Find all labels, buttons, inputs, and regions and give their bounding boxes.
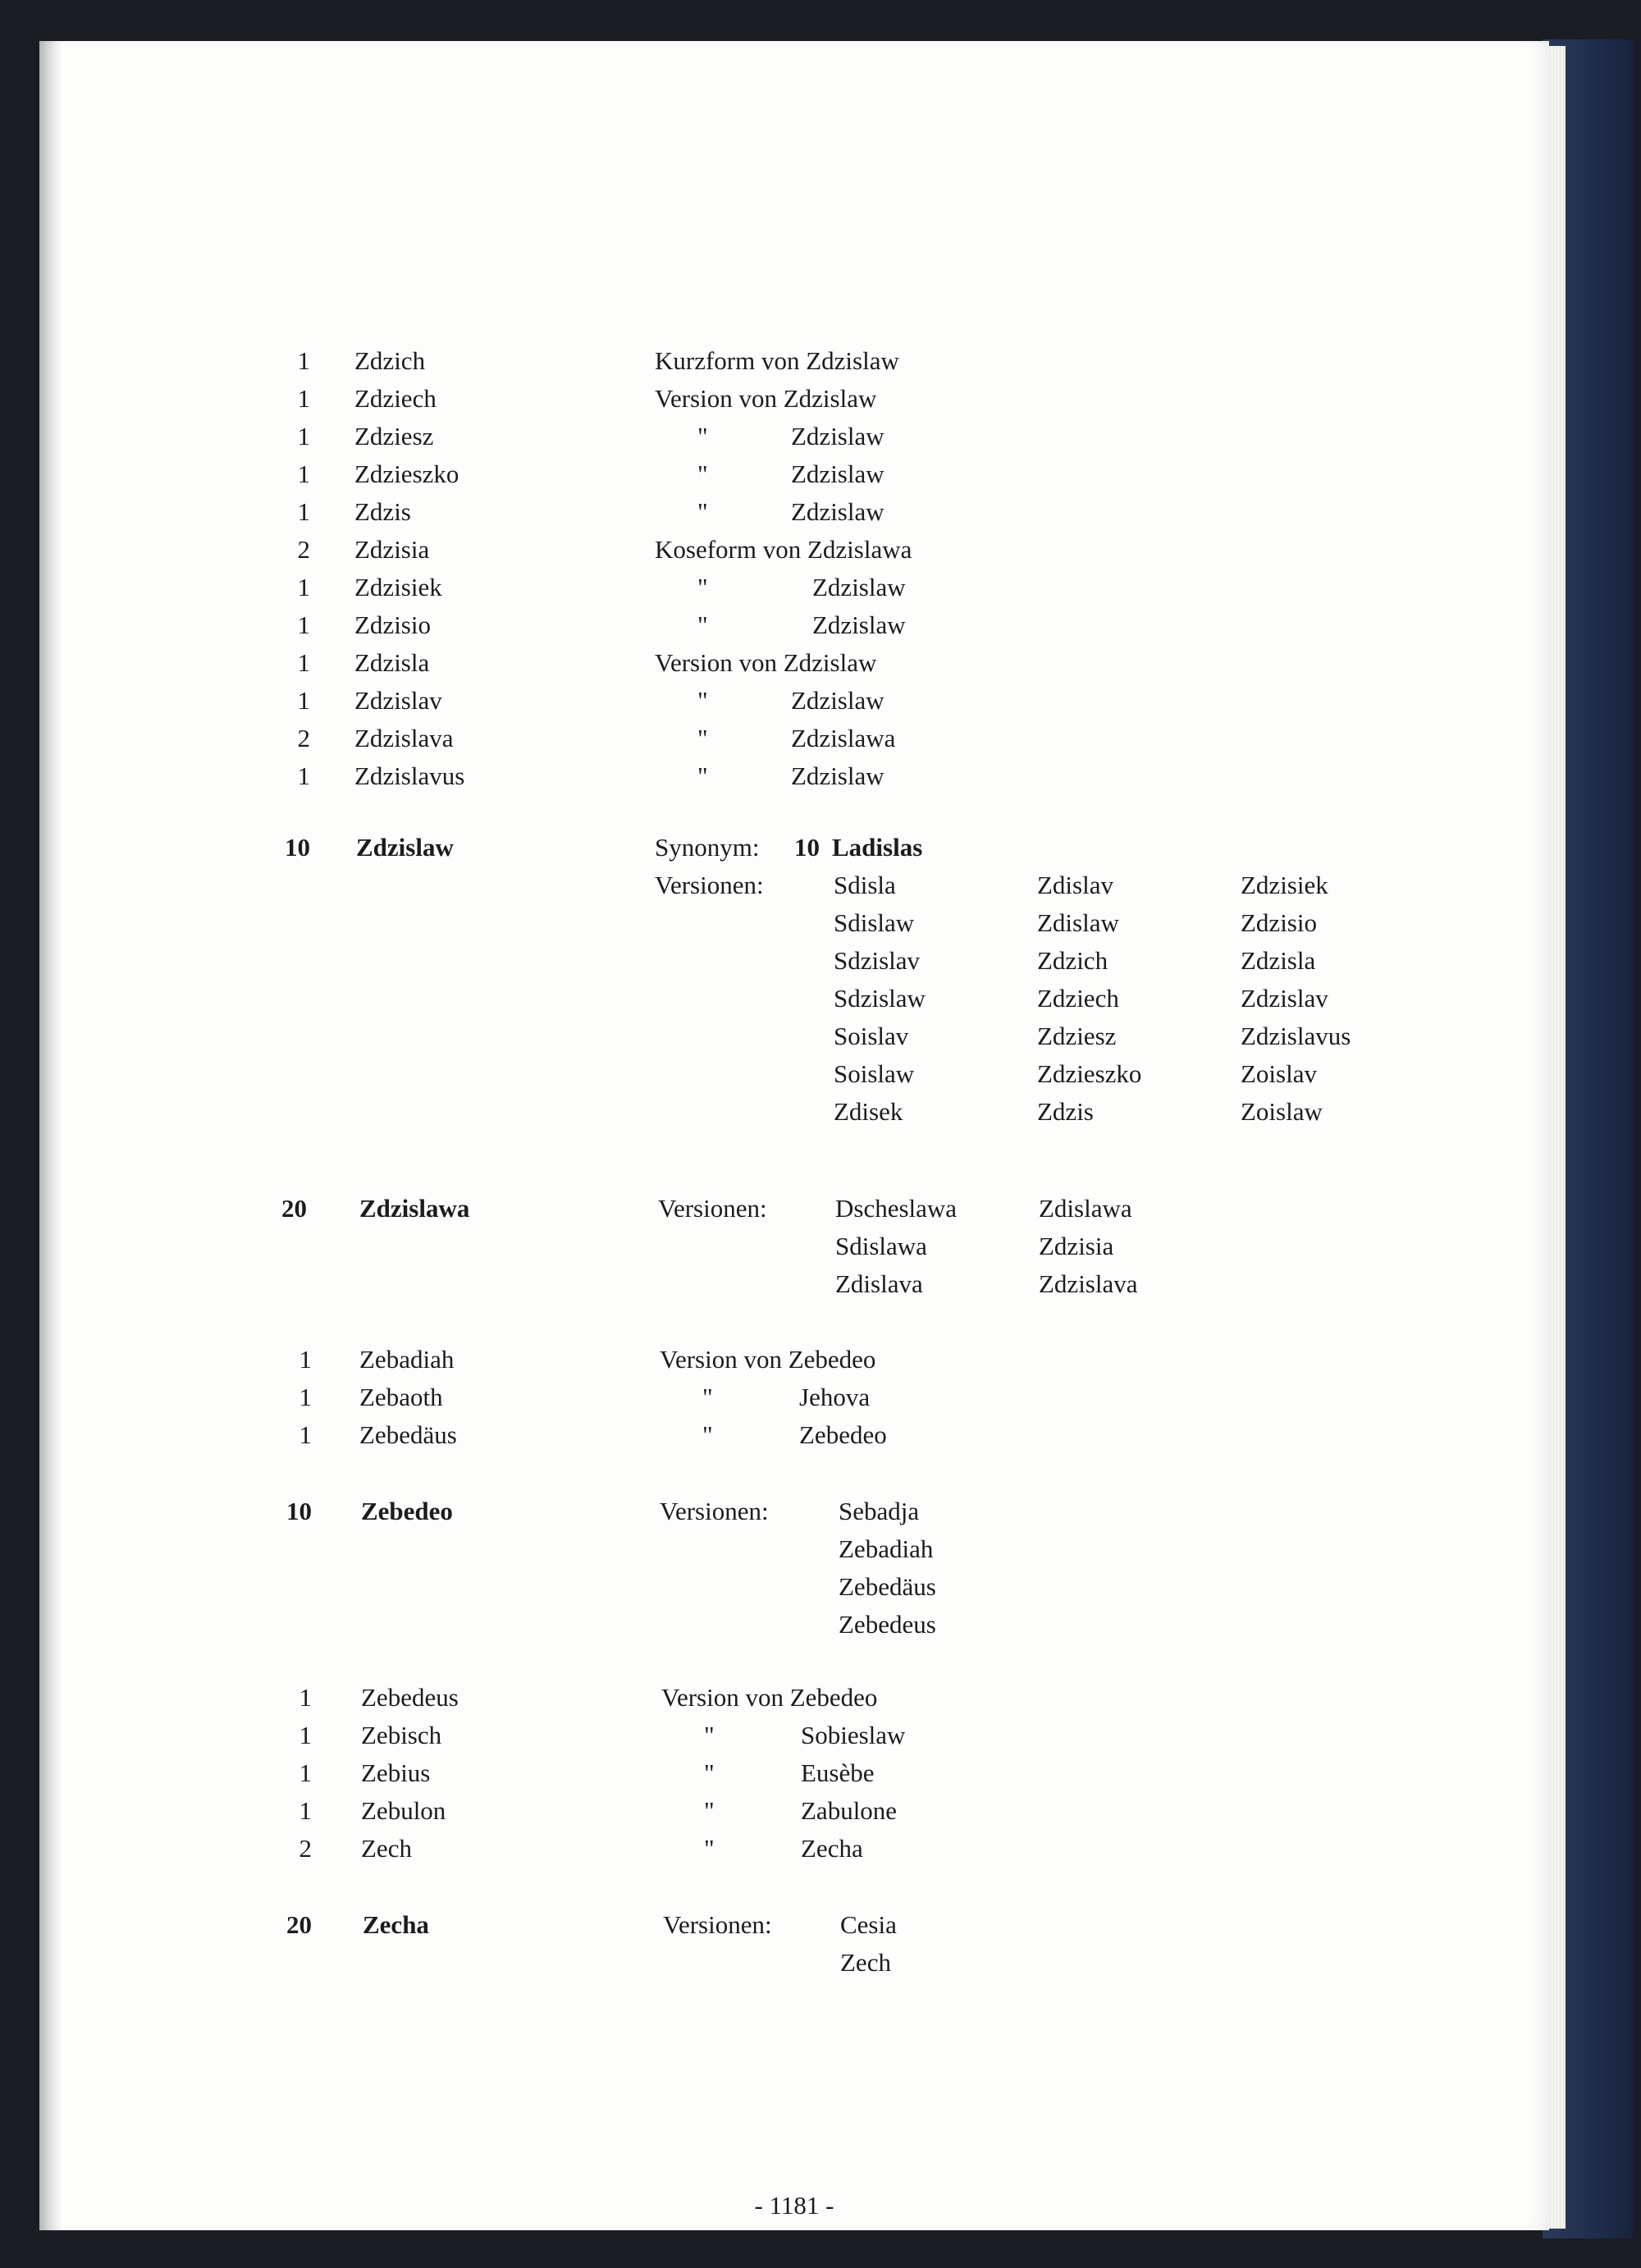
versions-label: Versionen: bbox=[658, 1194, 767, 1223]
version-name: Zdzich bbox=[1037, 946, 1108, 975]
version-name: Zdziech bbox=[1037, 984, 1119, 1013]
entry-count: 1 bbox=[297, 384, 310, 413]
entry-name: Zebedeo bbox=[361, 1497, 453, 1525]
entry-count: 10 bbox=[286, 1497, 312, 1525]
version-name: Zdislava bbox=[835, 1269, 923, 1298]
entry bbox=[39, 380, 1549, 418]
version-name: Zoislaw bbox=[1241, 1097, 1323, 1126]
entry-count: 1 bbox=[297, 648, 310, 677]
entry-description: Version von Zdzislaw bbox=[655, 648, 877, 677]
entry-reference: Zdzislaw bbox=[791, 761, 884, 790]
version-name: Soislav bbox=[834, 1022, 909, 1050]
book-page bbox=[39, 41, 1549, 2230]
ditto-mark: " bbox=[697, 724, 708, 752]
version-name: Soislaw bbox=[834, 1059, 915, 1088]
entry-name: Zdzisla bbox=[354, 648, 430, 677]
entry-reference: Zdzislaw bbox=[791, 497, 884, 526]
version-name: Zdislaw bbox=[1037, 908, 1119, 937]
entry-description: Version von Zebedeo bbox=[661, 1683, 878, 1712]
entry-name: Zebulon bbox=[361, 1796, 446, 1825]
version-name: Zdzislav bbox=[1241, 984, 1328, 1013]
entry-reference: Zdzislaw bbox=[791, 460, 884, 488]
entry-count: 1 bbox=[297, 422, 310, 450]
entry bbox=[39, 1830, 1549, 1868]
entry bbox=[39, 455, 1549, 493]
main-entry-zdzislawa bbox=[39, 1190, 1549, 1228]
version-name: Zdislav bbox=[1037, 871, 1113, 899]
entry bbox=[39, 1679, 1549, 1717]
ditto-mark: " bbox=[697, 761, 708, 790]
entry-description: Kurzform von Zdzislaw bbox=[655, 346, 899, 375]
version-name: Cesia bbox=[840, 1910, 897, 1939]
entry bbox=[39, 342, 1549, 380]
entry-count: 1 bbox=[297, 761, 310, 790]
entry bbox=[39, 569, 1549, 606]
entry-name: Zdziesz bbox=[354, 422, 434, 450]
version-name: Sdisla bbox=[834, 871, 896, 899]
entry-count: 1 bbox=[299, 1383, 312, 1411]
ditto-mark: " bbox=[697, 686, 708, 715]
version-name: Sdislawa bbox=[835, 1232, 927, 1260]
versions-label: Versionen: bbox=[655, 871, 764, 899]
entry bbox=[39, 1754, 1549, 1792]
entry-name: Zebisch bbox=[361, 1721, 442, 1749]
ditto-mark: " bbox=[704, 1721, 715, 1749]
entry bbox=[39, 606, 1549, 644]
entry bbox=[39, 682, 1549, 720]
entry-name: Zdzieszko bbox=[354, 460, 459, 488]
version-name: Zebadiah bbox=[839, 1534, 934, 1563]
synonym-label: Synonym: bbox=[655, 833, 760, 862]
entry-name: Zdziech bbox=[354, 384, 437, 413]
version-name: Zdzislava bbox=[1039, 1269, 1138, 1298]
entry bbox=[39, 720, 1549, 757]
version-name: Zdzisla bbox=[1241, 946, 1316, 975]
entry-description: Version von Zebedeo bbox=[660, 1345, 876, 1374]
entry-name: Zebadiah bbox=[359, 1345, 455, 1374]
entry-count: 1 bbox=[299, 1345, 312, 1374]
entry bbox=[39, 757, 1549, 795]
entry-name: Zdzis bbox=[354, 497, 411, 526]
entry-name: Zdzislav bbox=[354, 686, 442, 715]
version-name: Zdislawa bbox=[1039, 1194, 1132, 1223]
ditto-mark: " bbox=[697, 573, 708, 601]
entry-reference: Zdzislaw bbox=[791, 422, 884, 450]
entry-count: 20 bbox=[281, 1194, 307, 1223]
version-name: Zdzieszko bbox=[1037, 1059, 1142, 1088]
ditto-mark: " bbox=[704, 1834, 715, 1863]
ditto-mark: " bbox=[702, 1383, 713, 1411]
entry-name: Zdzisia bbox=[354, 535, 430, 564]
entry bbox=[39, 493, 1549, 531]
version-name: Zdzis bbox=[1037, 1097, 1094, 1126]
entry-count: 1 bbox=[297, 686, 310, 715]
ditto-mark: " bbox=[704, 1796, 715, 1825]
entry-name: Zdzich bbox=[354, 346, 426, 375]
entry-reference: Zdzislawa bbox=[791, 724, 896, 752]
entry-reference: Zdzislaw bbox=[791, 686, 884, 715]
entry-count: 2 bbox=[299, 1834, 312, 1863]
entry-name: Zdzisiek bbox=[354, 573, 442, 601]
entry-name: Zdzislaw bbox=[356, 833, 454, 862]
entry-name: Zecha bbox=[363, 1910, 429, 1939]
version-name: Zdzislavus bbox=[1241, 1022, 1351, 1050]
entry-reference: Zecha bbox=[801, 1834, 863, 1863]
version-name: Dscheslawa bbox=[835, 1194, 958, 1223]
version-name: Sdislaw bbox=[834, 908, 915, 937]
version-name: Zdzisiek bbox=[1241, 871, 1328, 899]
entry-count: 20 bbox=[286, 1910, 312, 1939]
entry-reference: Zdzislaw bbox=[812, 573, 906, 601]
entry-name: Zebedeus bbox=[361, 1683, 459, 1712]
version-name: Zebedeus bbox=[839, 1610, 936, 1639]
entry-description: Version von Zdzislaw bbox=[655, 384, 877, 413]
entry-count: 2 bbox=[297, 724, 310, 752]
entry-count: 1 bbox=[297, 346, 310, 375]
entry-name: Zdzisio bbox=[354, 610, 431, 639]
entry bbox=[39, 1717, 1549, 1754]
ditto-mark: " bbox=[697, 460, 708, 488]
version-name: Zdzisio bbox=[1241, 908, 1317, 937]
entry-name: Zech bbox=[361, 1834, 412, 1863]
ditto-mark: " bbox=[702, 1420, 713, 1449]
entry bbox=[39, 644, 1549, 682]
version-name: Zoislav bbox=[1241, 1059, 1317, 1088]
entry-count: 1 bbox=[297, 460, 310, 488]
ditto-mark: " bbox=[704, 1758, 715, 1787]
entry-name: Zebedäus bbox=[359, 1420, 457, 1449]
main-entry-zdzislaw bbox=[39, 829, 1549, 867]
entry-name: Zdzislavus bbox=[354, 761, 465, 790]
version-name: Zech bbox=[840, 1948, 891, 1977]
ditto-mark: " bbox=[697, 422, 708, 450]
entry-name: Zebius bbox=[361, 1758, 431, 1787]
entry-reference: Zdzislaw bbox=[812, 610, 906, 639]
entry-name: Zdzislawa bbox=[359, 1194, 470, 1223]
synonym-count: 10 bbox=[794, 833, 820, 862]
synonym-name: Ladislas bbox=[832, 833, 923, 862]
entry-reference: Zebedeo bbox=[799, 1420, 887, 1449]
versions-label: Versionen: bbox=[663, 1910, 772, 1939]
entry-count: 1 bbox=[299, 1721, 312, 1749]
entry-count: 1 bbox=[299, 1796, 312, 1825]
entry-count: 1 bbox=[299, 1420, 312, 1449]
entry-count: 2 bbox=[297, 535, 310, 564]
version-name: Sebadja bbox=[839, 1497, 920, 1525]
entry bbox=[39, 1341, 1549, 1379]
entry bbox=[39, 531, 1549, 569]
entry-name: Zebaoth bbox=[359, 1383, 443, 1411]
entry-reference: Sobieslaw bbox=[801, 1721, 906, 1749]
entry-count: 1 bbox=[297, 573, 310, 601]
entry-reference: Zabulone bbox=[801, 1796, 898, 1825]
entry bbox=[39, 1416, 1549, 1454]
entry-count: 1 bbox=[297, 610, 310, 639]
version-name: Zdziesz bbox=[1037, 1022, 1117, 1050]
version-name: Sdzislav bbox=[834, 946, 921, 975]
main-entry-zebedeo bbox=[39, 1493, 1549, 1530]
main-entry-zecha bbox=[39, 1906, 1549, 1944]
entry-reference: Jehova bbox=[799, 1383, 871, 1411]
entry bbox=[39, 418, 1549, 455]
entry bbox=[39, 1792, 1549, 1830]
version-name: Zebedäus bbox=[839, 1572, 936, 1601]
entry-name: Zdzislava bbox=[354, 724, 454, 752]
version-name: Sdzislaw bbox=[834, 984, 926, 1013]
entry-reference: Eusèbe bbox=[801, 1758, 875, 1787]
entry-description: Koseform von Zdzislawa bbox=[655, 535, 912, 564]
entry-count: 1 bbox=[299, 1758, 312, 1787]
page-number: - 1181 - bbox=[754, 2191, 834, 2220]
versions-label: Versionen: bbox=[660, 1497, 769, 1525]
ditto-mark: " bbox=[697, 610, 708, 639]
entry-count: 1 bbox=[297, 497, 310, 526]
ditto-mark: " bbox=[697, 497, 708, 526]
entry bbox=[39, 1379, 1549, 1416]
entry-count: 10 bbox=[285, 833, 310, 862]
entry-count: 1 bbox=[299, 1683, 312, 1712]
version-name: Zdzisia bbox=[1039, 1232, 1114, 1260]
version-name: Zdisek bbox=[834, 1097, 903, 1126]
